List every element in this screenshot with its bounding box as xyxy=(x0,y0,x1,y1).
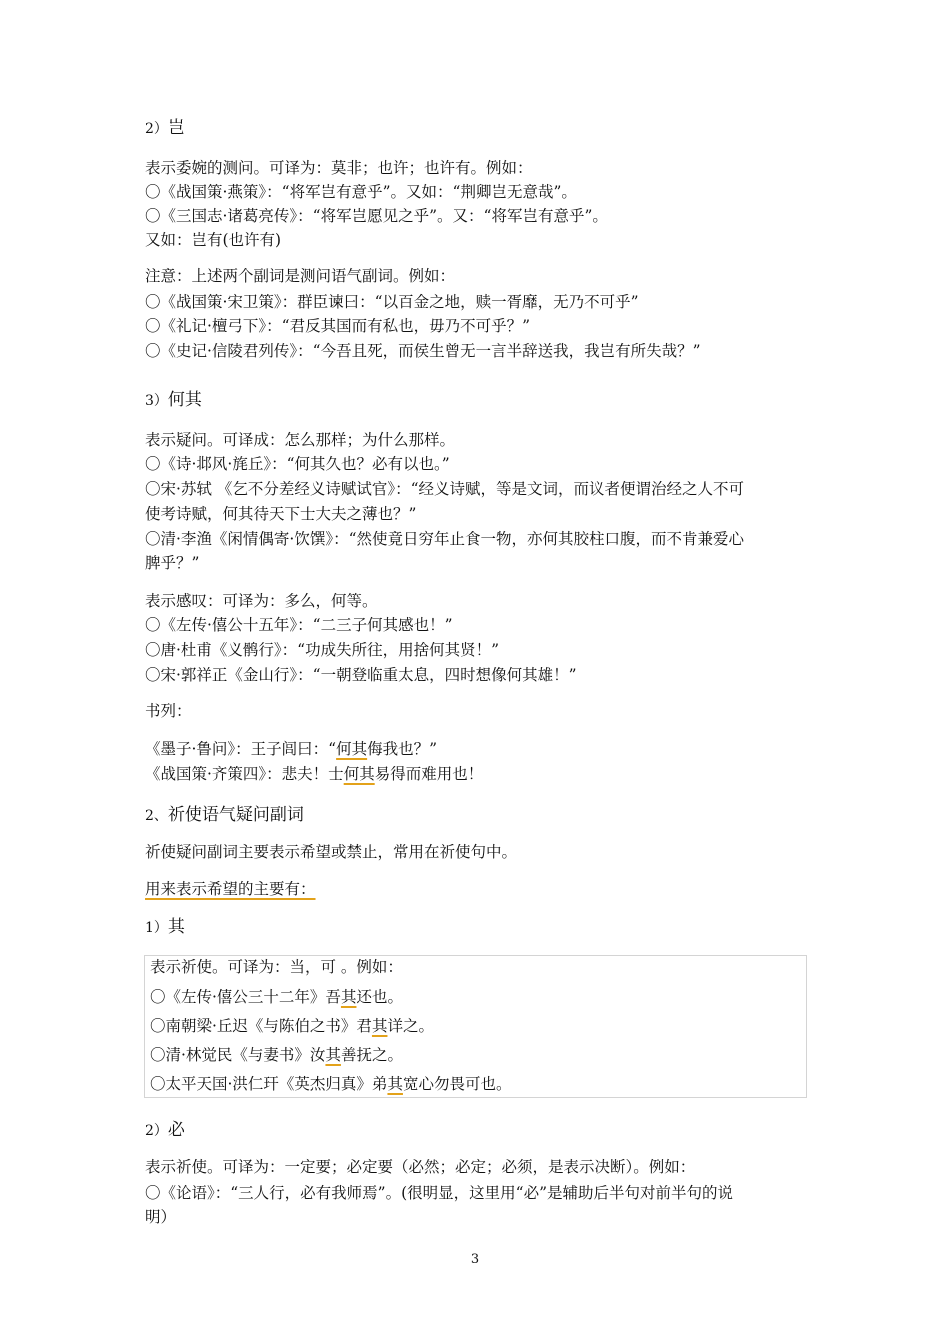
label-shulie: 书列： xyxy=(145,702,192,720)
heading-qi2: 1）其 xyxy=(145,917,185,937)
paragraph-line: 表示委婉的测问。可译为：莫非；也许；也许有。例如： xyxy=(145,159,533,177)
example-line: 〇《论语》：“三人行，必有我师焉”。(很明显，这里用“必”是辅助后半句对前半句的说 xyxy=(145,1184,733,1202)
heading-bi: 2）必 xyxy=(145,1120,185,1140)
example-line: 〇太平天国·洪仁玕《英杰归真》弟其宽心勿畏可也。 xyxy=(150,1075,512,1093)
example-line: 〇《左传·僖公十五年》：“二三子何其感也！” xyxy=(145,616,453,634)
highlighted-word: 其 xyxy=(371,1017,388,1035)
example-line: 〇《诗·邶风·旄丘》：“何其久也？必有以也。” xyxy=(145,455,450,473)
example-line: 《战国策·齐策四》：悲夫！士何其易得而难用也！ xyxy=(145,765,484,783)
note-line: 注意：上述两个副词是测问语气副词。例如： xyxy=(145,267,456,285)
example-line: 〇《史记·信陵君列传》：“今吾且死，而侯生曾无一言半辞送我，我岂有所失哉？” xyxy=(145,342,701,360)
example-line: 〇《左传·僖公三十二年》吾其还也。 xyxy=(150,988,403,1006)
example-line: 〇宋·苏轼 《乞不分差经义诗赋试官》：“经义诗赋，等是文词，而议者便谓治经之人不可 xyxy=(145,480,745,498)
example-line: 〇《礼记·檀弓下》：“君反其国而有私也，毋乃不可乎？” xyxy=(145,317,531,335)
example-line: 〇清·林觉民《与妻书》汝其善抚之。 xyxy=(150,1046,403,1064)
example-line: 明） xyxy=(145,1208,177,1226)
highlighted-word: 其 xyxy=(387,1075,403,1093)
hope-label: 用来表示希望的主要有： xyxy=(145,880,316,898)
highlighted-word: 何其 xyxy=(343,765,375,783)
paragraph-line: 表示祈使。可译为：一定要；必定要（必然；必定；必须，是表示决断）。例如： xyxy=(145,1158,696,1176)
paragraph-line: 祈使疑问副词主要表示希望或禁止，常用在祈使句中。 xyxy=(145,843,518,861)
example-line: 〇唐·杜甫《义鹘行》：“功成失所往，用捨何其贤！” xyxy=(145,641,500,659)
paragraph-line: 又如：岂有(也许有) xyxy=(145,231,282,249)
example-line: 《墨子·鲁问》：王子闾曰：“何其侮我也？” xyxy=(145,740,438,758)
paragraph-line: 表示疑问。可译成：怎么那样；为什么那样。 xyxy=(145,431,456,449)
heading-heqi: 3）何其 xyxy=(145,390,202,410)
heading-qi: 2）岂 xyxy=(145,118,185,138)
highlighted-word: 何其 xyxy=(336,740,368,758)
example-line: 〇《战国策·燕策》：“将军岂有意乎”。又如：“荆卿岂无意哉”。 xyxy=(145,183,577,201)
paragraph-line: 表示感叹：可译为：多么，何等。 xyxy=(145,592,378,610)
example-line: 使考诗赋，何其待天下士大夫之薄也？” xyxy=(145,505,417,523)
highlighted-word: 其 xyxy=(325,1046,341,1064)
example-line: 〇清·李渔《闲情偶寄·饮馔》：“然使竟日穷年止食一物，亦何其胶柱口腹，而不肯兼爱心 xyxy=(145,530,745,548)
example-box xyxy=(144,955,807,1098)
heading-qishi: 2、祈使语气疑问副词 xyxy=(145,805,304,825)
example-line: 〇《战国策·宋卫策》：群臣谏曰：“以百金之地，赎一胥靡，无乃不可乎” xyxy=(145,293,639,311)
example-line: 〇《三国志·诸葛亮传》：“将军岂愿见之乎”。又：“将军岂有意乎”。 xyxy=(145,207,608,225)
example-line: 脾乎？” xyxy=(145,554,200,572)
paragraph-line: 表示祈使。可译为：当，可 。例如： xyxy=(150,958,403,976)
page-number: 3 xyxy=(470,1252,480,1267)
highlighted-word: 其 xyxy=(340,988,357,1006)
example-line: 〇宋·郭祥正《金山行》：“一朝登临重太息，四时想像何其雄！” xyxy=(145,666,577,684)
example-line: 〇南朝梁·丘迟《与陈伯之书》君其详之。 xyxy=(150,1017,434,1035)
